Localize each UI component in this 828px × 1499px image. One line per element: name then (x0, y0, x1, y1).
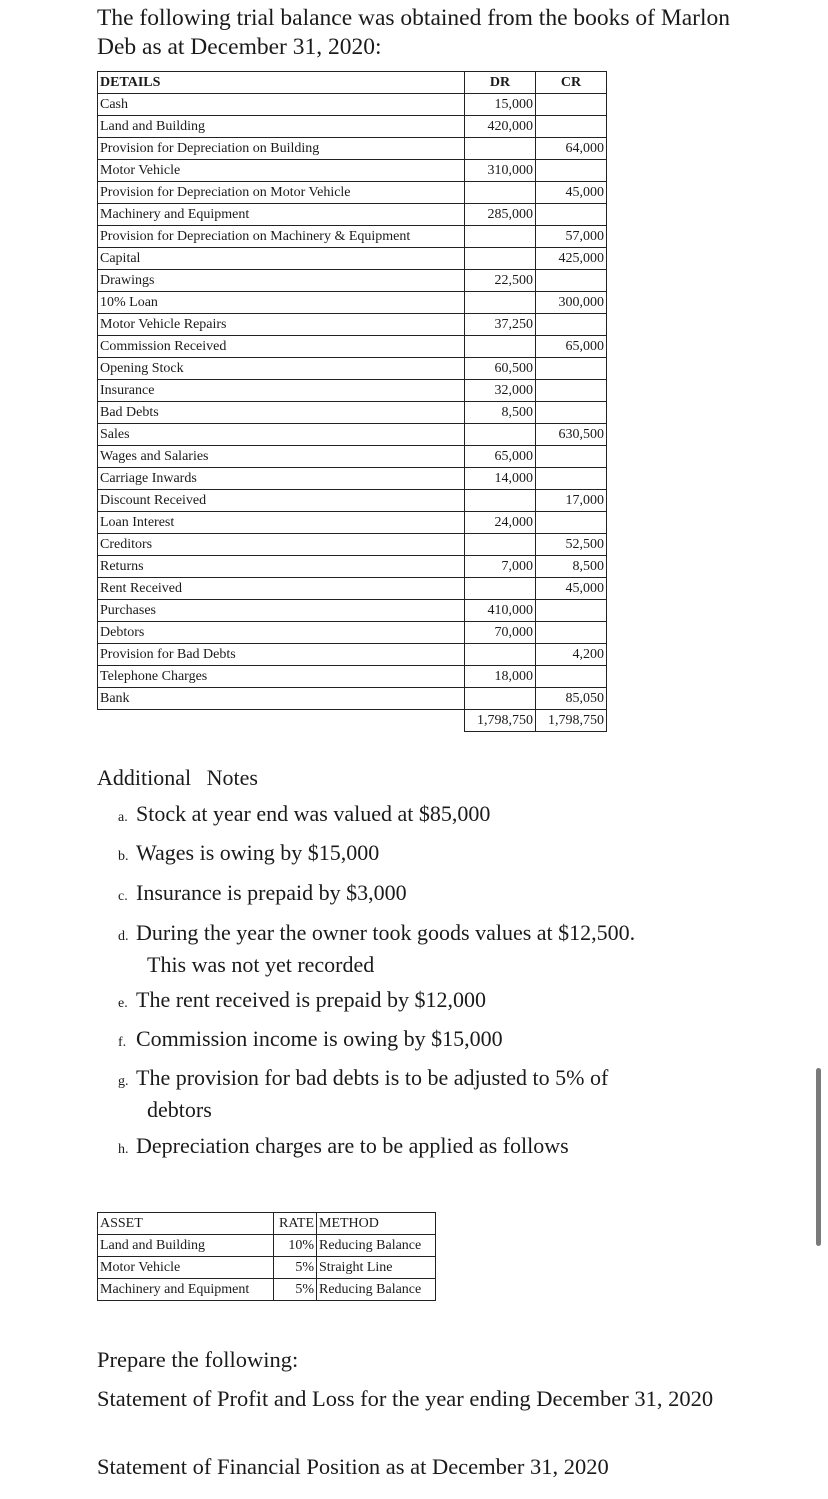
credit-amount: 45,000 (536, 182, 607, 204)
table-row (98, 512, 607, 534)
total-dr: 1,798,750 (465, 710, 536, 732)
account-name: Rent Received (98, 578, 465, 600)
credit-amount: 45,000 (536, 578, 607, 600)
note-text: Depreciation charges are to be applied as follows (136, 1133, 569, 1158)
account-name: Loan Interest (98, 512, 465, 534)
additional-notes-title: Additional Notes (97, 765, 258, 790)
details-header: DETAILS (98, 72, 465, 94)
note-text: Insurance is prepaid by $3,000 (136, 880, 407, 905)
credit-amount: 8,500 (536, 556, 607, 578)
note-text: During the year the owner took goods values at $12,500. (136, 920, 636, 945)
account-name: Discount Received (98, 490, 465, 512)
table-row (98, 534, 607, 556)
account-name: Provision for Depreciation on Motor Vehicle (98, 182, 465, 204)
debit-amount (465, 424, 536, 446)
asset-name: Motor Vehicle (98, 1257, 274, 1279)
debit-amount (465, 534, 536, 556)
table-row (98, 490, 607, 512)
credit-amount (536, 666, 607, 688)
debit-amount: 420,000 (465, 116, 536, 138)
credit-amount (536, 622, 607, 644)
table-row (98, 402, 607, 424)
debit-amount: 15,000 (465, 94, 536, 116)
note-continuation: This was not yet recorded (147, 952, 375, 977)
note-text: Wages is owing by $15,000 (136, 840, 380, 865)
note-letter: d. (118, 929, 129, 944)
debit-amount (465, 248, 536, 270)
debit-amount: 410,000 (465, 600, 536, 622)
debit-amount: 60,500 (465, 358, 536, 380)
table-row (98, 226, 607, 248)
table-row (98, 622, 607, 644)
account-name: Provision for Bad Debts (98, 644, 465, 666)
table-row (98, 292, 607, 314)
note-letter: h. (118, 1142, 129, 1157)
account-name: Drawings (98, 270, 465, 292)
debit-amount: 32,000 (465, 380, 536, 402)
table-row (98, 1257, 436, 1279)
debit-amount: 18,000 (465, 666, 536, 688)
credit-amount: 85,050 (536, 688, 607, 710)
credit-amount (536, 160, 607, 182)
table-row (98, 644, 607, 666)
note-text: Commission income is owing by $15,000 (136, 1026, 503, 1051)
credit-amount: 64,000 (536, 138, 607, 160)
table-row (98, 138, 607, 160)
credit-amount: 52,500 (536, 534, 607, 556)
account-name: Opening Stock (98, 358, 465, 380)
totals-spacer (98, 710, 465, 732)
account-name: Insurance (98, 380, 465, 402)
credit-amount (536, 94, 607, 116)
debit-amount: 22,500 (465, 270, 536, 292)
debit-amount: 37,250 (465, 314, 536, 336)
credit-amount: 630,500 (536, 424, 607, 446)
depreciation-rate: 5% (274, 1257, 317, 1279)
debit-amount: 8,500 (465, 402, 536, 424)
account-name: Machinery and Equipment (98, 204, 465, 226)
table-row (98, 556, 607, 578)
table-row (98, 600, 607, 622)
debit-amount: 14,000 (465, 468, 536, 490)
asset-name: Machinery and Equipment (98, 1279, 274, 1301)
debit-amount: 7,000 (465, 556, 536, 578)
depreciation-rate: 10% (274, 1235, 317, 1257)
total-cr: 1,798,750 (536, 710, 607, 732)
account-name: Debtors (98, 622, 465, 644)
debit-amount: 70,000 (465, 622, 536, 644)
debit-amount (465, 644, 536, 666)
table-row (98, 468, 607, 490)
note-letter: a. (118, 810, 128, 825)
credit-amount (536, 402, 607, 424)
note-item (118, 879, 758, 911)
note-letter: c. (118, 889, 128, 904)
table-row (98, 1279, 436, 1301)
credit-amount (536, 116, 607, 138)
account-name: Cash (98, 94, 465, 116)
table-row (98, 424, 607, 446)
cr-header: CR (536, 72, 607, 94)
credit-amount (536, 270, 607, 292)
note-item (118, 919, 758, 979)
note-letter: e. (118, 996, 128, 1011)
table-row (98, 336, 607, 358)
account-name: Wages and Salaries (98, 446, 465, 468)
table-row (98, 446, 607, 468)
totals-row (98, 710, 607, 732)
credit-amount: 17,000 (536, 490, 607, 512)
credit-amount (536, 314, 607, 336)
credit-amount: 65,000 (536, 336, 607, 358)
account-name: Carriage Inwards (98, 468, 465, 490)
note-text: The provision for bad debts is to be adjusted to 5% of (136, 1065, 609, 1090)
rate-header: RATE (274, 1213, 317, 1235)
dr-header: DR (465, 72, 536, 94)
note-item (118, 1025, 758, 1057)
table-row (98, 358, 607, 380)
prepare-heading: Prepare the following: (97, 1347, 299, 1372)
table-row (98, 1235, 436, 1257)
note-item (118, 839, 758, 871)
depreciation-method: Reducing Balance (317, 1279, 436, 1301)
debit-amount (465, 292, 536, 314)
account-name: 10% Loan (98, 292, 465, 314)
account-name: Motor Vehicle Repairs (98, 314, 465, 336)
account-name: Bank (98, 688, 465, 710)
credit-amount (536, 512, 607, 534)
depreciation-rate: 5% (274, 1279, 317, 1301)
credit-amount: 300,000 (536, 292, 607, 314)
credit-amount (536, 358, 607, 380)
depreciation-header (98, 1213, 436, 1235)
asset-name: Land and Building (98, 1235, 274, 1257)
table-row (98, 160, 607, 182)
note-item (118, 1132, 758, 1164)
debit-amount (465, 490, 536, 512)
note-letter: b. (118, 849, 129, 864)
account-name: Sales (98, 424, 465, 446)
table-row (98, 182, 607, 204)
note-item (118, 800, 758, 832)
credit-amount (536, 468, 607, 490)
asset-header: ASSET (98, 1213, 274, 1235)
trial-balance-table (97, 71, 607, 732)
account-name: Returns (98, 556, 465, 578)
scrollbar[interactable] (816, 1068, 821, 1246)
debit-amount (465, 688, 536, 710)
credit-amount (536, 204, 607, 226)
account-name: Telephone Charges (98, 666, 465, 688)
table-row (98, 204, 607, 226)
note-item (118, 986, 758, 1018)
account-name: Creditors (98, 534, 465, 556)
note-letter: f. (118, 1035, 127, 1050)
account-name: Commission Received (98, 336, 465, 358)
credit-amount: 57,000 (536, 226, 607, 248)
debit-amount (465, 182, 536, 204)
table-row (98, 94, 607, 116)
credit-amount: 425,000 (536, 248, 607, 270)
credit-amount (536, 446, 607, 468)
method-header: METHOD (317, 1213, 436, 1235)
table-row (98, 688, 607, 710)
depreciation-method: Reducing Balance (317, 1235, 436, 1257)
account-name: Land and Building (98, 116, 465, 138)
note-continuation: debtors (147, 1097, 212, 1122)
account-name: Motor Vehicle (98, 160, 465, 182)
note-text: The rent received is prepaid by $12,000 (136, 987, 487, 1012)
table-row (98, 314, 607, 336)
credit-amount: 4,200 (536, 644, 607, 666)
debit-amount: 65,000 (465, 446, 536, 468)
depreciation-method: Straight Line (317, 1257, 436, 1279)
credit-amount (536, 380, 607, 402)
debit-amount (465, 336, 536, 358)
note-text: Stock at year end was valued at $85,000 (136, 801, 491, 826)
debit-amount: 310,000 (465, 160, 536, 182)
table-row (98, 248, 607, 270)
table-row (98, 666, 607, 688)
debit-amount (465, 578, 536, 600)
account-name: Provision for Depreciation on Machinery & Equipment (98, 226, 465, 248)
intro-text: The following trial balance was obtained from the books of Marlon Deb as at December 31, 2020: (97, 5, 731, 60)
account-name: Provision for Depreciation on Building (98, 138, 465, 160)
trial-balance-header (98, 72, 607, 94)
debit-amount (465, 138, 536, 160)
prepare-item-profit-loss: Statement of Profit and Loss for the year ending December 31, 2020 (97, 1386, 714, 1411)
prepare-item-financial-position: Statement of Financial Position as at December 31, 2020 (97, 1454, 609, 1479)
debit-amount: 285,000 (465, 204, 536, 226)
debit-amount (465, 226, 536, 248)
account-name: Capital (98, 248, 465, 270)
note-item (118, 1064, 758, 1124)
note-letter: g. (118, 1074, 129, 1089)
debit-amount: 24,000 (465, 512, 536, 534)
table-row (98, 270, 607, 292)
table-row (98, 578, 607, 600)
account-name: Purchases (98, 600, 465, 622)
table-row (98, 116, 607, 138)
account-name: Bad Debts (98, 402, 465, 424)
table-row (98, 380, 607, 402)
credit-amount (536, 600, 607, 622)
depreciation-table (97, 1212, 436, 1301)
